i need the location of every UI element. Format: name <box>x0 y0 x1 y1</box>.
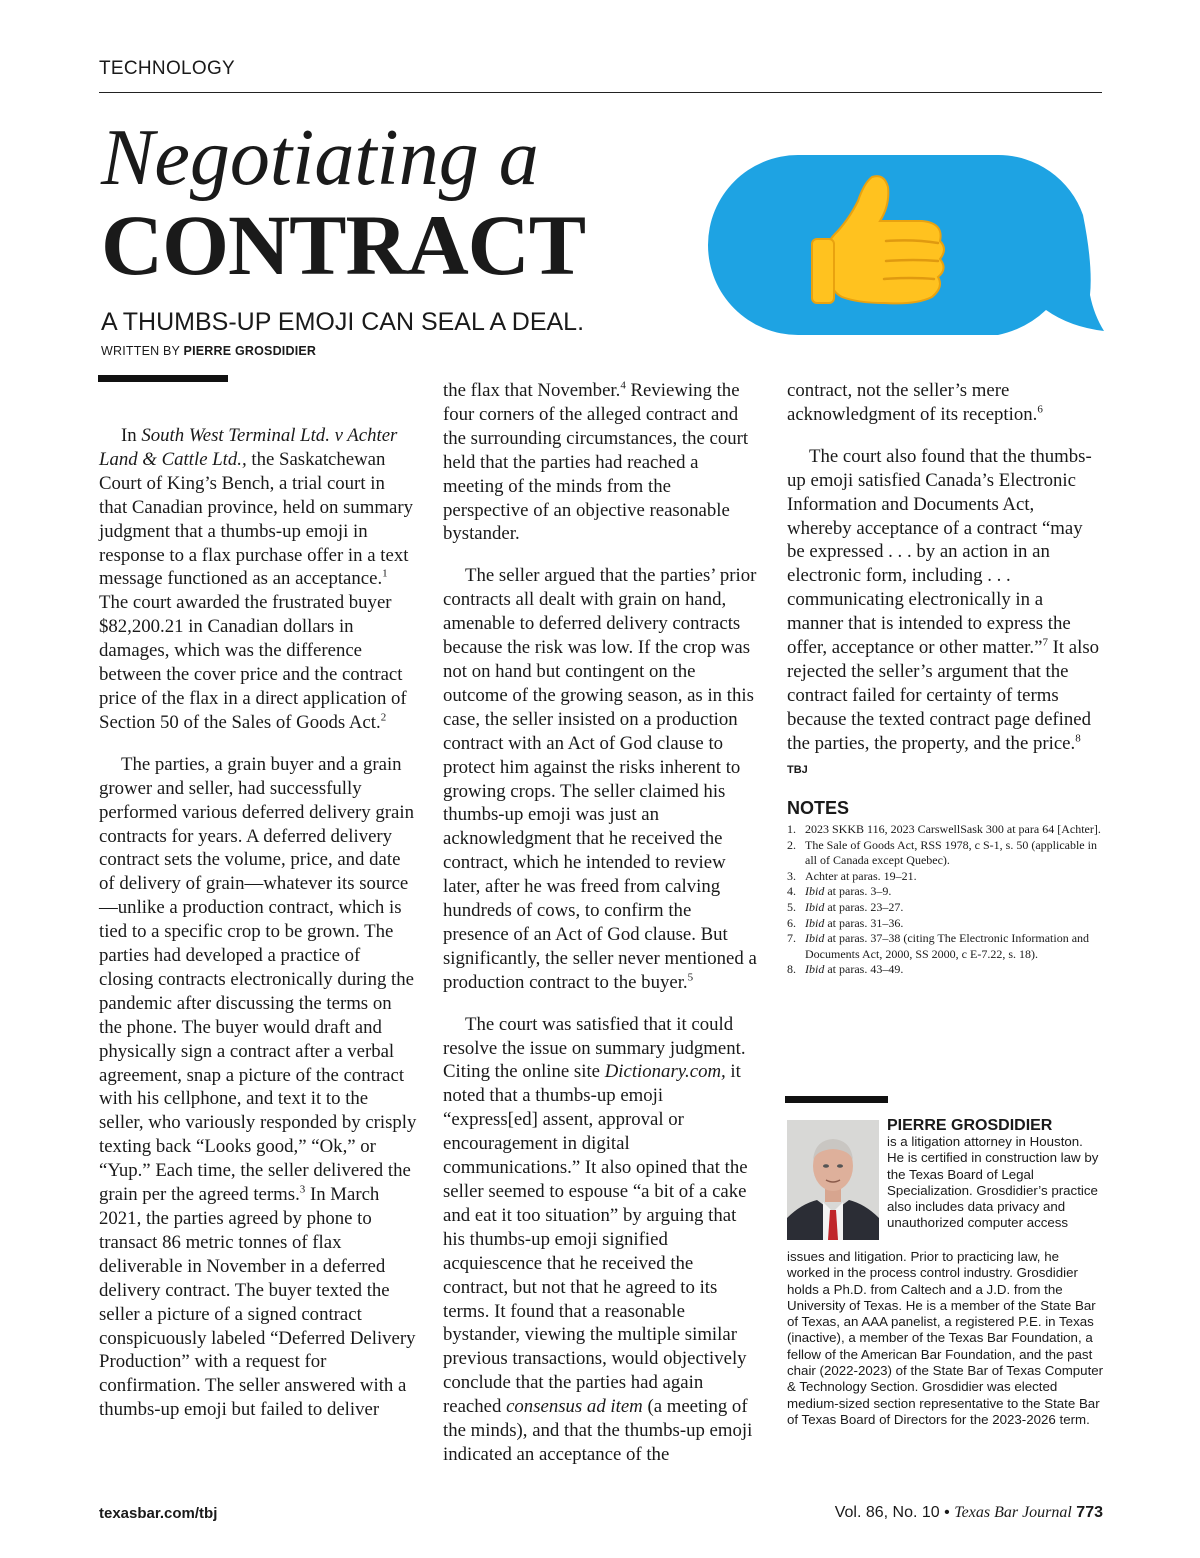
footnote-ref: 1 <box>382 568 388 581</box>
footnote-ref: 3 <box>299 1183 306 1196</box>
body-paragraph: The seller argued that the parties’ prior contracts all dealt with grain on hand, amenable to deferred delivery contracts because the risk was low. If the crop was not on hand but contingent on the outcome of the growing season, as in this case, the seller insisted on a production contract with an Act of God clause to protect him against the risks inherent to growing crops. The seller claimed his thumbs-up emoji was just an acknowledgment that he received the contract, which he intended to review later, after he was freed from calving hundreds of cows, to confirm the presence of an Act of God clause. But significantly, the seller never mentioned a production contract to the buyer.$^5$ <box>443 565 757 993</box>
body-paragraph: The parties, a grain buyer and a grain grower and seller, had successfully performed various deferred delivery grain contracts for years. A deferred delivery contract sets the volume, price, and date of delivery of grain—whatever its source—unlike a production contract, which is tied to a specific crop to be grown. The parties had developed a practice of closing contracts electronically during the pandemic after discussing the terms on the phone. The buyer would draft and physically sign a contract after a verbal agreement, snap a picture of the contract with his cellphone, and text it to the seller, who variously responded by crisply texting back “Looks good,” “Ok,” or “Yup.” Each time, the seller delivered the grain per the agreed terms.$^3$ In March 2021, the parties agreed by phone to transact 86 metric tonnes of flax deliverable in November in a deferred delivery contract. The buyer texted the seller a picture of a signed contract conspicuously labeled “Deferred Delivery Production” with a request for confirmation. The seller answered with a thumbs-up emoji but failed to deliver <box>99 753 417 1421</box>
article-column-2 <box>443 379 761 1467</box>
section-label: TECHNOLOGY <box>99 58 236 79</box>
footnote-ref: 7 <box>1042 636 1048 649</box>
notes-heading: NOTES <box>787 798 850 818</box>
body-paragraph: The court also found that the thumbs-up emoji satisfied Canada’s Electronic Information and Documents Act, whereby acceptance of a contract “may be expressed . . . by an action in an electronic form, including . . . communicating electronically in a manner that is intended to express the offer, acceptance or other matter.”$^7$ It also rejected the seller’s argument that the contract failed for certainty of terms because the texted contract page defined the parties, the property, and the price.$^8$ TBJ <box>787 445 1100 776</box>
note-item: 7. Ibid at paras. 37–38 (citing The Electronic Information and Documents Act, 2000, SS 2000, c E-7.22, s. 18). <box>787 931 1090 961</box>
bio-text-top: is a litigation attorney in Houston. He is certified in construction law by the Texas Board of Legal Specialization. Grosdidier’s practice also includes data privacy and unauthorized computer access <box>887 1134 1099 1231</box>
byline-author: PIERRE GROSDIDIER <box>183 344 317 358</box>
thumbs-up-emoji-icon <box>708 155 1108 335</box>
footnote-ref: 4 <box>620 379 626 392</box>
article-column-3 <box>787 379 1103 783</box>
byline-accent-bar <box>98 375 228 382</box>
article-title-line2: CONTRACT <box>101 197 586 293</box>
article-title-line1: Negotiating a <box>101 114 539 202</box>
notes-list <box>787 822 1103 978</box>
body-paragraph: the flax that November.$^4$ Reviewing the four corners of the alleged contract and the surrounding circumstances, the court held that the parties had reached a meeting of the minds from the perspective of an objective reasonable bystander. <box>443 379 749 545</box>
page-number: 773 <box>1076 1504 1103 1521</box>
bio-text-bottom: issues and litigation. Prior to practicing law, he worked in the process control industry. Grosdidier holds a Ph.D. from Caltech and a J.D. from the University of Texas. He is a member of the State Bar of Texas, an AAA panelist, a registered P.E. in Texas (inactive), a member of the Texas Bar Foundation, a fellow of the American Bar Foundation, and the past chair (2022-2023) of the State Bar of Texas Computer & Technology Section. Grosdidier was elected medium-sized section representative to the State Bar of Texas Board of Directors for the 2023-2026 term. <box>787 1249 1104 1427</box>
author-portrait-icon <box>787 1120 879 1240</box>
note-item: 5. Ibid at paras. 23–27. <box>787 899 904 914</box>
note-item: 4. Ibid at paras. 3–9. <box>787 884 892 899</box>
footnote-ref: 6 <box>1037 403 1043 416</box>
footnote-ref: 2 <box>380 711 387 724</box>
note-item: 3. Achter at paras. 19–21. <box>787 868 917 883</box>
end-mark: TBJ <box>787 763 808 776</box>
footer-url: texasbar.com/tbj <box>99 1505 218 1522</box>
website-name: Dictionary.com, <box>604 1061 726 1083</box>
case-name: South West Terminal Ltd. v Achter Land & Cattle Ltd., <box>99 425 398 470</box>
article-column-1 <box>99 424 417 1422</box>
footer-issue-info <box>829 1504 1103 1522</box>
footnote-ref: 8 <box>1075 732 1081 745</box>
footer-volume: Vol. 86, No. 10 <box>834 1504 940 1521</box>
note-item: 8. Ibid at paras. 43–49. <box>787 962 904 977</box>
byline-prefix: WRITTEN BY <box>101 344 180 358</box>
latin-term: consensus ad item <box>506 1396 643 1418</box>
body-paragraph: The court was satisfied that it could resolve the issue on summary judgment. Citing the online site Dictionary.com, it noted that a thumbs-up emoji “express[ed] assent, approval or encouragement in digital communications.” It also opined that the seller seemed to espouse “a bit of a cake and eat it too situation” by arguing that his thumbs-up emoji signified acquiescence that he received the contract, but not that he agreed to its terms. It found that a reasonable bystander, viewing the multiple similar previous transactions, would objectively conclude that the parties had again reached consensus ad item (a meeting of the minds), and that the thumbs-up emoji indicated an acceptance of the <box>443 1013 753 1465</box>
top-divider <box>99 92 1102 93</box>
bio-accent-bar <box>785 1096 888 1103</box>
body-paragraph: contract, not the seller’s mere acknowledgment of its reception.$^6$ <box>787 380 1043 425</box>
note-item: 6. Ibid at paras. 31–36. <box>787 915 904 930</box>
footer-bullet: • <box>944 1504 950 1521</box>
byline <box>101 344 316 358</box>
body-paragraph: In South West Terminal Ltd. v Achter Land & Cattle Ltd., the Saskatchewan Court of King’s Bench, a trial court in that Canadian province, held on summary judgment that a thumbs-up emoji in response to a flax purchase offer in a text message functioned as an acceptance.$^1$ The court awarded the frustrated buyer $82,200.21 in Canadian dollars in damages, which was the difference between the cover price and the contract price of the flax in a direct application of Section 50 of the Sales of Goods Act.$^2$ <box>99 425 413 733</box>
footer-journal: Texas Bar Journal <box>954 1504 1072 1521</box>
note-item: 2. The Sale of Goods Act, RSS 1978, c S-1, s. 50 (applicable in all of Canada except Quebec). <box>787 837 1097 868</box>
bio-author-name: PIERRE GROSDIDIER <box>887 1117 1053 1134</box>
article-subtitle: A THUMBS-UP EMOJI CAN SEAL A DEAL. <box>101 308 585 336</box>
note-item: 1. 2023 SKKB 116, 2023 CarswellSask 300 at para 64 [Achter]. <box>787 822 1101 836</box>
footnote-ref: 5 <box>687 971 694 984</box>
